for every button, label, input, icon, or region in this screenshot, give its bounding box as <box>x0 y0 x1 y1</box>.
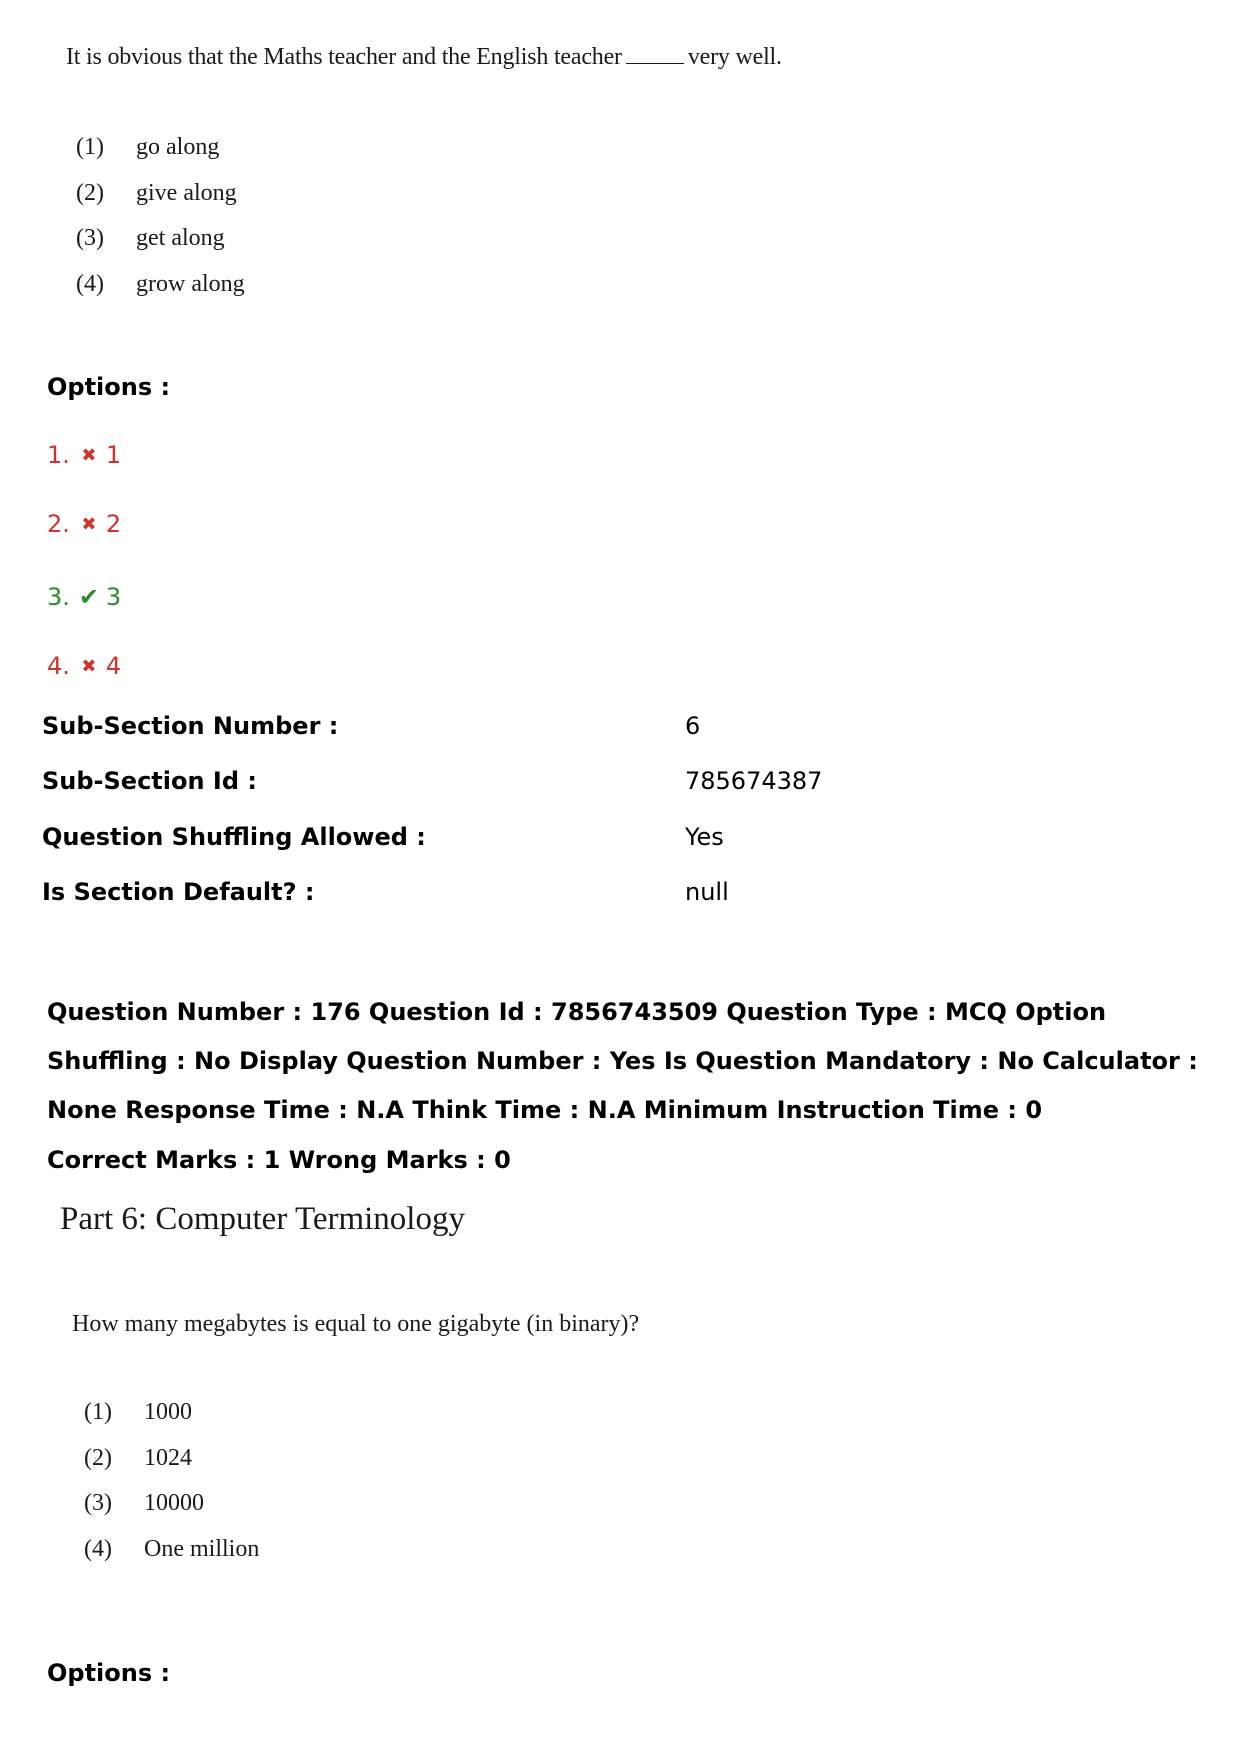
choice-number: (2) <box>76 179 104 206</box>
question-info: Question Number : 176 Question Id : 7856743509 Question Type : MCQ Option Shuffling : No Display Question Number : Yes Is Question Mandatory : No Calculator : None Response Time : N.A Think Time : N.A Minimum Instruction Time : 0 <box>47 998 1198 1124</box>
question-1-stem-before: It is obvious that the Maths teacher and the English teacher <box>66 44 622 70</box>
option-number: 3. <box>47 583 70 611</box>
cross-icon: ✖ <box>81 513 97 535</box>
meta-value: null <box>685 878 729 906</box>
choice-text: One million <box>144 1535 260 1562</box>
marks-line: Correct Marks : 1 Wrong Marks : 0 <box>47 1146 511 1174</box>
option-1 <box>47 441 121 469</box>
choice-item <box>84 1399 259 1445</box>
choice-number: (4) <box>84 1535 112 1562</box>
check-icon: ✔ <box>78 583 99 611</box>
choice-item <box>76 225 245 271</box>
choice-text: 1024 <box>144 1444 192 1471</box>
choice-number: (4) <box>76 270 104 297</box>
choice-item <box>84 1445 259 1491</box>
question-1-choices <box>76 134 245 316</box>
choice-text: give along <box>136 179 237 206</box>
meta-label: Sub-Section Number : <box>42 712 339 740</box>
meta-label: Is Section Default? : <box>42 878 315 906</box>
question-2-choices <box>84 1399 259 1581</box>
choice-text: get along <box>136 225 225 251</box>
choice-text: 10000 <box>144 1490 204 1516</box>
meta-value: 6 <box>685 712 701 740</box>
choice-item <box>76 180 245 226</box>
option-3 <box>47 583 121 611</box>
meta-value: Yes <box>685 823 724 851</box>
options-heading: Options : <box>47 373 171 401</box>
option-number: 4. <box>47 652 70 680</box>
option-4 <box>47 652 121 680</box>
choice-item <box>76 134 245 180</box>
answer-blank <box>626 45 684 64</box>
choice-item <box>84 1536 259 1582</box>
choice-text: grow along <box>136 270 245 297</box>
options-heading: Options : <box>47 1659 171 1687</box>
choice-item <box>76 271 245 317</box>
meta-label: Sub-Section Id : <box>42 767 257 795</box>
option-number: 1. <box>47 441 70 469</box>
option-value: 2 <box>105 510 122 538</box>
choice-number: (2) <box>84 1444 112 1471</box>
choice-number: (1) <box>76 134 104 160</box>
meta-label: Question Shuffling Allowed : <box>42 823 426 851</box>
question-1-stem-after: very well. <box>687 44 782 70</box>
meta-value: 785674387 <box>685 767 823 795</box>
choice-text: go along <box>136 134 220 160</box>
choice-number: (3) <box>76 225 104 251</box>
question-2-stem: How many megabytes is equal to one gigabyte (in binary)? <box>72 1311 640 1337</box>
option-value: 4 <box>105 652 122 680</box>
cross-icon: ✖ <box>81 655 97 677</box>
part-title: Part 6: Computer Terminology <box>60 1201 465 1237</box>
choice-number: (3) <box>84 1490 112 1516</box>
choice-number: (1) <box>84 1399 112 1425</box>
option-value: 1 <box>105 441 122 469</box>
choice-item <box>84 1490 259 1536</box>
choice-text: 1000 <box>144 1399 192 1425</box>
option-number: 2. <box>47 510 70 538</box>
option-value: 3 <box>105 583 122 611</box>
cross-icon: ✖ <box>81 444 97 466</box>
question-1-stem <box>66 44 782 71</box>
option-2 <box>47 510 121 538</box>
